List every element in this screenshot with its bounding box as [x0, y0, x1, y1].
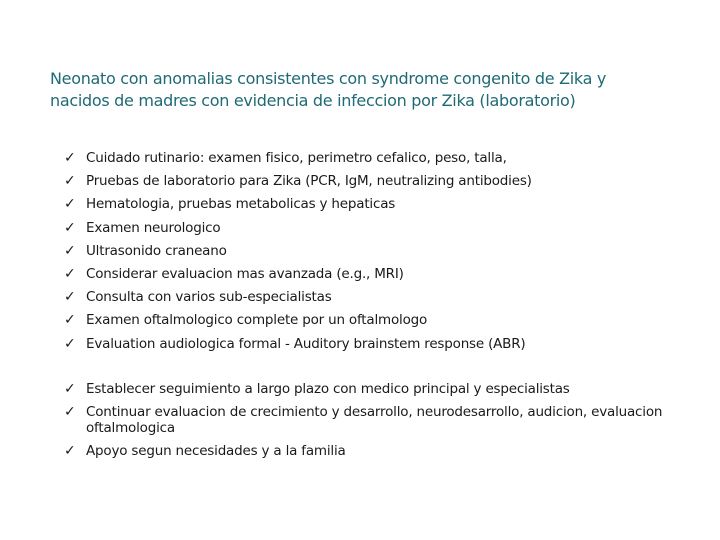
- checkmark-icon: ✓: [64, 196, 76, 213]
- checklist-item-text: Examen oftalmologico complete por un oftalmologo: [86, 312, 428, 329]
- checkmark-icon: ✓: [64, 312, 76, 329]
- checkmark-icon: ✓: [64, 150, 76, 166]
- checkmark-icon: ✓: [64, 404, 76, 420]
- checklist-item: [64, 147, 704, 170]
- checklist-item: [64, 217, 704, 240]
- checklist-item: [64, 240, 704, 263]
- checkmark-icon: ✓: [64, 173, 76, 190]
- checklist-item-text: Cuidado rutinario: examen fisico, perimetro cefalico, peso, talla,: [86, 150, 507, 166]
- checkmark-icon: ✓: [64, 266, 76, 283]
- checklist-item: [64, 401, 704, 440]
- checklist-item-text: Pruebas de laboratorio para Zika (PCR, IgM, neutralizing antibodies): [86, 173, 532, 190]
- title-line-1: Neonato con anomalias consistentes con syndrome congenito de Zika y: [50, 69, 607, 88]
- checklist-item: [64, 333, 704, 356]
- checklist-item: [64, 263, 704, 286]
- checklist-initial-evaluation: [64, 147, 704, 356]
- checklist-item: [64, 309, 704, 332]
- checklist-item: [64, 193, 704, 216]
- checkmark-icon: ✓: [64, 289, 76, 306]
- checklist-item: [64, 286, 704, 309]
- checkmark-icon: ✓: [64, 335, 76, 352]
- checklist-item-text: Continuar evaluacion de crecimiento y desarrollo, neurodesarrollo, audicion, evaluacion oftalmologica: [86, 404, 663, 436]
- checklist-item-text: Considerar evaluacion mas avanzada (e.g., MRI): [86, 266, 404, 283]
- slide-title: [50, 68, 700, 112]
- checklist-item: [64, 440, 704, 463]
- checklist-follow-up: [64, 378, 704, 463]
- title-line-2: nacidos de madres con evidencia de infeccion por Zika (laboratorio): [50, 91, 576, 110]
- checkmark-icon: ✓: [64, 381, 76, 397]
- checklist-item-text: Examen neurologico: [86, 219, 221, 236]
- checklist-item-text: Ultrasonido craneano: [86, 242, 227, 259]
- checkmark-icon: ✓: [64, 242, 76, 259]
- checklist-item-text: Consulta con varios sub-especialistas: [86, 289, 332, 306]
- checklist-item-text: Establecer seguimiento a largo plazo con medico principal y especialistas: [86, 381, 570, 397]
- checklist-item-text: Hematologia, pruebas metabolicas y hepaticas: [86, 196, 396, 213]
- checkmark-icon: ✓: [64, 219, 76, 236]
- checklist-item-text: Apoyo segun necesidades y a la familia: [86, 443, 346, 459]
- checklist-item-text: Evaluation audiologica formal - Auditory brainstem response (ABR): [86, 335, 526, 352]
- checkmark-icon: ✓: [64, 443, 76, 459]
- checklist-item: [64, 378, 704, 401]
- checklist-item: [64, 170, 704, 193]
